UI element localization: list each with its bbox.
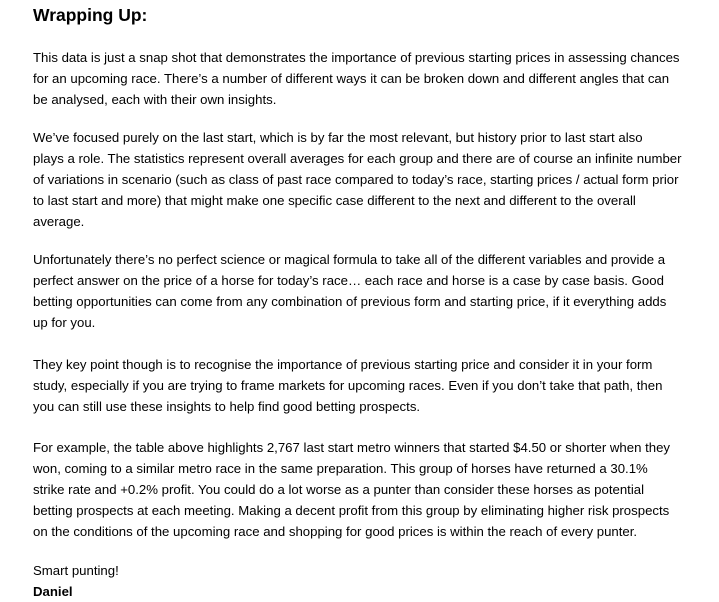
text-line: perfect answer on the price of a horse for today’s race… each race and horse is a case by case basis. Good — [33, 271, 693, 292]
author-name: Daniel — [33, 582, 119, 602]
text-line: on the conditions of the upcoming race and shopping for good prices is within the reach of every punter. — [33, 522, 693, 543]
text-line: of variations in scenario (such as class of past race compared to today’s race, starting prices / actual form prior — [33, 170, 693, 191]
text-line: average. — [33, 212, 693, 233]
text-line: plays a role. The statistics represent overall averages for each group and there are of course an infinite number — [33, 149, 693, 170]
paragraph-example — [33, 438, 693, 543]
text-line: betting opportunities can come from any combination of previous form and starting price, if it everything adds — [33, 292, 693, 313]
text-line: you can still use these insights to help find good betting prospects. — [33, 397, 693, 418]
section-heading: Wrapping Up: — [33, 3, 147, 27]
text-line: They key point though is to recognise the importance of previous starting price and consider it in your form — [33, 355, 693, 376]
text-line: for an upcoming race. There’s a number of different ways it can be broken down and different angles that can — [33, 69, 693, 90]
signoff-greeting: Smart punting! — [33, 561, 119, 582]
text-line: We’ve focused purely on the last start, which is by far the most relevant, but history prior to last start also — [33, 128, 693, 149]
paragraph-key-point — [33, 355, 693, 418]
text-line: won, coming to a similar metro race in the same preparation. This group of horses have returned a 30.1% — [33, 459, 693, 480]
text-line: Unfortunately there’s no perfect science or magical formula to take all of the different variables and provide a — [33, 250, 693, 271]
text-line: be analysed, each with their own insights. — [33, 90, 693, 111]
text-line: For example, the table above highlights 2,767 last start metro winners that started $4.50 or shorter when they — [33, 438, 693, 459]
text-line: This data is just a snap shot that demonstrates the importance of previous starting prices in assessing chances — [33, 48, 693, 69]
text-line: study, especially if you are trying to frame markets for upcoming races. Even if you don’t take that path, then — [33, 376, 693, 397]
text-line: strike rate and +0.2% profit. You could do a lot worse as a punter than consider these horses as potential — [33, 480, 693, 501]
text-line: to last start and more) that might make one specific case different to the next and different to the overall — [33, 191, 693, 212]
paragraph-no-perfect-science — [33, 250, 693, 334]
text-line: betting prospects at each meeting. Making a decent profit from this group by eliminating higher risk prospects — [33, 501, 693, 522]
text-line: up for you. — [33, 313, 693, 334]
signoff — [33, 561, 119, 602]
paragraph-snapshot-intro — [33, 48, 693, 111]
paragraph-last-start-focus — [33, 128, 693, 233]
